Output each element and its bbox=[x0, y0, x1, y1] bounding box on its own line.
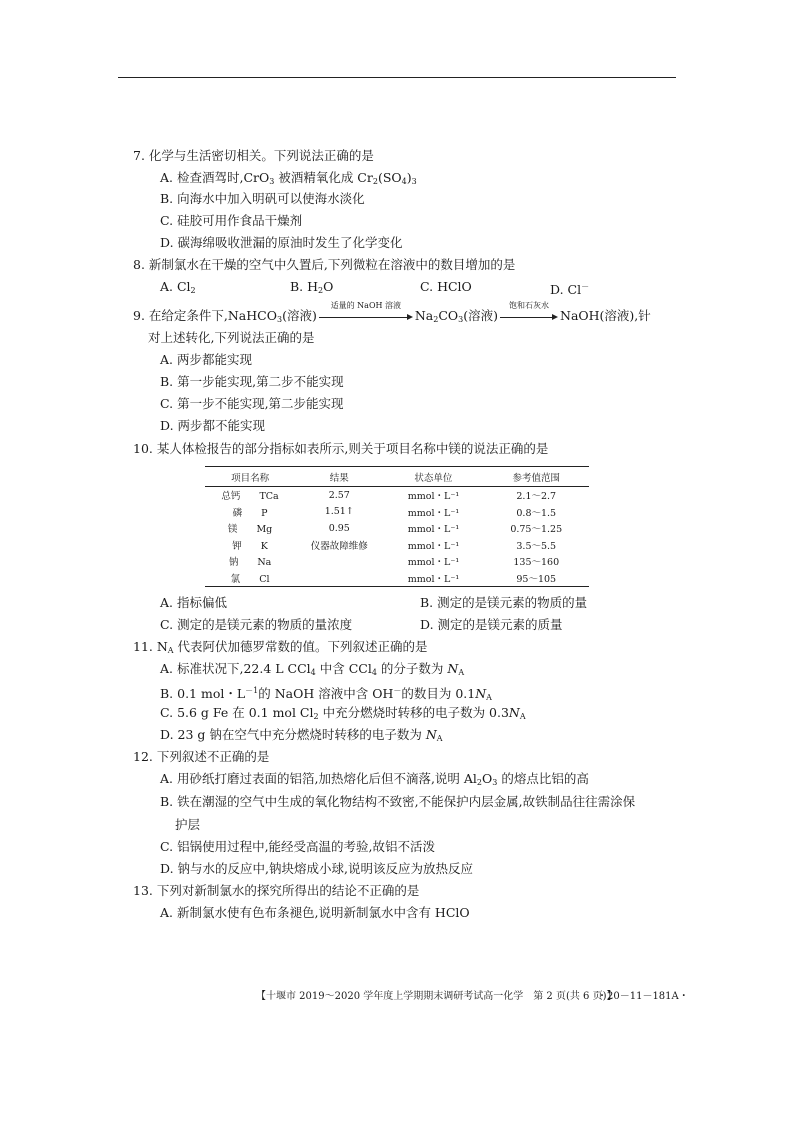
q7-option-d[interactable]: D. 碳海绵吸收泄漏的原油时发生了化学变化 bbox=[160, 235, 403, 250]
item-cell bbox=[205, 504, 295, 521]
range-cell: 0.75～1.25 bbox=[510, 524, 563, 536]
q11-b-text: 的数目为 0.1 bbox=[401, 686, 476, 701]
q7-option-c[interactable]: C. 硅胶可用作食品干燥剂 bbox=[160, 213, 303, 228]
range-cell: 95～105 bbox=[483, 570, 589, 587]
q11-stem bbox=[133, 639, 428, 659]
q9-stem-text: NaOH(溶液),针 bbox=[560, 308, 651, 323]
q11-stem-text: 11. N bbox=[133, 639, 168, 654]
subscript: A bbox=[458, 668, 465, 677]
q13-stem: 13. 下列对新制氯水的探究所得出的结论不正确的是 bbox=[133, 883, 420, 898]
subscript: A bbox=[486, 693, 492, 702]
q7-option-a[interactable] bbox=[160, 170, 417, 190]
superscript: － bbox=[393, 686, 402, 695]
q8-b-text: O bbox=[323, 279, 334, 294]
subscript: 4 bbox=[371, 668, 377, 677]
q9-stem bbox=[133, 300, 651, 328]
unit-cell: mmol・L⁻¹ bbox=[383, 570, 483, 587]
subscript: 3 bbox=[269, 177, 275, 186]
q12-option-b[interactable]: B. 铁在潮湿的空气中生成的氧化物结构不致密,不能保护内层金属,故铁制品往往需涂保 bbox=[160, 794, 636, 809]
q7-a-text: A. 检查酒驾时,CrO bbox=[160, 170, 270, 185]
item-symbol: TCa bbox=[259, 491, 279, 503]
subscript: 2 bbox=[190, 286, 196, 295]
q11-a-text: A. 标准状况下,22.4 L CCl bbox=[160, 661, 311, 676]
subscript: 2 bbox=[313, 712, 319, 721]
item-cell bbox=[205, 520, 295, 537]
q11-a-text: 的分子数为 bbox=[376, 661, 448, 676]
arrow-line bbox=[319, 317, 409, 318]
header-item-name: 项目名称 bbox=[205, 467, 295, 487]
subscript: A bbox=[167, 646, 174, 655]
q9-option-b[interactable]: B. 第一步能实现,第二步不能实现 bbox=[160, 374, 344, 389]
subscript: 4 bbox=[401, 177, 407, 186]
subscript: 2 bbox=[372, 177, 378, 186]
q8-a-text: A. Cl bbox=[160, 279, 191, 294]
table-header-row bbox=[205, 467, 589, 487]
q11-c-text: C. 5.6 g Fe 在 0.1 mol Cl bbox=[160, 705, 314, 720]
q12-option-c[interactable]: C. 铝锅使用过程中,能经受高温的考验,故铝不活泼 bbox=[160, 839, 436, 854]
item-name: 磷 bbox=[232, 507, 243, 519]
subscript: A bbox=[519, 712, 526, 721]
unit-cell: mmol・L⁻¹ bbox=[407, 491, 460, 503]
q10-option-c[interactable]: C. 测定的是镁元素的物质的量浓度 bbox=[160, 617, 353, 632]
result-cell: 2.57 bbox=[328, 489, 350, 501]
q11-option-d[interactable] bbox=[160, 727, 443, 747]
subscript: 3 bbox=[411, 177, 417, 186]
reaction-arrow-1 bbox=[319, 300, 413, 325]
q12-a-text: O bbox=[482, 771, 493, 786]
table-row bbox=[205, 487, 589, 504]
q7-stem: 7. 化学与生活密切相关。下列说法正确的是 bbox=[133, 148, 374, 163]
q9-stem-line2: 对上述转化,下列说法正确的是 bbox=[148, 330, 315, 345]
subscript: A bbox=[436, 734, 443, 743]
q10-stem: 10. 某人体检报告的部分指标如表所示,则关于项目名称中镁的说法正确的是 bbox=[133, 441, 549, 456]
q11-option-c[interactable] bbox=[160, 705, 526, 725]
item-symbol: Cl bbox=[259, 573, 270, 585]
item-cell bbox=[205, 487, 295, 504]
unit-cell: mmol・L⁻¹ bbox=[407, 507, 460, 519]
superscript: －1 bbox=[245, 686, 259, 695]
avogadro-symbol: N bbox=[508, 705, 520, 720]
q9-solution-label: (溶液) bbox=[282, 308, 317, 323]
header-rule bbox=[118, 77, 676, 78]
q7-a-text: (SO bbox=[377, 170, 402, 185]
unit-cell: mmol・L⁻¹ bbox=[407, 557, 460, 569]
q9-option-a[interactable]: A. 两步都能实现 bbox=[160, 352, 252, 367]
subscript: 2 bbox=[433, 315, 439, 324]
lab-report-table bbox=[205, 466, 589, 587]
q9-stem-text: 9. 在给定条件下,NaHCO bbox=[133, 308, 277, 323]
header-result: 结果 bbox=[295, 467, 383, 487]
q9-stem-text: CO bbox=[438, 308, 459, 323]
q8-b-text: B. H bbox=[290, 279, 319, 294]
q12-option-a[interactable] bbox=[160, 771, 589, 791]
avogadro-symbol: N bbox=[425, 727, 437, 742]
subscript: 2 bbox=[476, 778, 483, 787]
q11-b-text: B. 0.1 mol・L bbox=[160, 686, 246, 701]
q8-option-a[interactable] bbox=[160, 279, 196, 299]
header-unit: 状态单位 bbox=[383, 467, 483, 487]
range-cell: 3.5～5.5 bbox=[516, 540, 557, 552]
range-cell: 135～160 bbox=[513, 557, 560, 569]
q8-d-text: D. Cl bbox=[550, 282, 582, 297]
q11-option-b[interactable] bbox=[160, 683, 492, 706]
item-name: 钠 bbox=[228, 557, 239, 569]
q11-a-text: 中含 CCl bbox=[315, 661, 372, 676]
q11-c-text: 中充分燃烧时转移的电子数为 0.3 bbox=[318, 705, 509, 720]
q12-option-d[interactable]: D. 钠与水的反应中,钠块熔成小球,说明该反应为放热反应 bbox=[160, 861, 473, 876]
q11-b-text: 的 NaOH 溶液中含 OH bbox=[258, 686, 394, 701]
table-row bbox=[205, 504, 589, 521]
q9-solution-label: (溶液) bbox=[463, 308, 498, 323]
item-symbol: K bbox=[260, 540, 268, 552]
table-row bbox=[205, 553, 589, 570]
exam-code: ・20－11－181A・ bbox=[597, 991, 689, 1002]
item-symbol: Na bbox=[257, 557, 272, 569]
q10-option-d[interactable]: D. 测定的是镁元素的质量 bbox=[420, 617, 563, 632]
item-name: 钾 bbox=[232, 540, 242, 552]
q9-option-d[interactable]: D. 两步都不能实现 bbox=[160, 418, 266, 433]
superscript: － bbox=[581, 282, 590, 291]
unit-cell: mmol・L⁻¹ bbox=[407, 540, 460, 552]
range-cell: 0.8～1.5 bbox=[516, 507, 557, 519]
item-name: 镁 bbox=[227, 524, 238, 536]
q7-option-b[interactable]: B. 向海水中加入明矾可以使海水淡化 bbox=[160, 191, 365, 206]
subscript: 3 bbox=[458, 315, 464, 324]
q12-a-text: A. 用砂纸打磨过表面的铝箔,加热熔化后但不滴落,说明 Al bbox=[160, 771, 477, 786]
q8-option-b[interactable] bbox=[290, 279, 333, 299]
result-cell bbox=[295, 570, 383, 587]
arrowhead-icon bbox=[407, 314, 413, 320]
item-name: 总钙 bbox=[221, 491, 241, 503]
item-symbol: P bbox=[261, 507, 268, 519]
q11-option-a[interactable] bbox=[160, 661, 464, 681]
arrowhead-icon bbox=[552, 314, 558, 320]
result-cell: 0.95 bbox=[328, 522, 350, 534]
subscript: 2 bbox=[318, 286, 324, 295]
table-row bbox=[205, 537, 589, 554]
q11-stem-text: 代表阿伏加德罗常数的值。下列叙述正确的是 bbox=[173, 639, 428, 654]
unit-cell: mmol・L⁻¹ bbox=[407, 524, 460, 536]
q10-option-a[interactable]: A. 指标偏低 bbox=[160, 595, 227, 610]
result-cell: 仪器故障维修 bbox=[310, 540, 368, 552]
q8-option-d[interactable] bbox=[550, 279, 589, 298]
subscript: 3 bbox=[492, 778, 498, 787]
avogadro-symbol: N bbox=[447, 661, 459, 676]
header-reference-range: 参考值范围 bbox=[483, 467, 589, 487]
reaction-arrow-2 bbox=[500, 300, 558, 325]
arrow-condition-label: 适量的 NaOH 溶液 bbox=[330, 300, 402, 310]
item-symbol: Mg bbox=[256, 524, 273, 536]
q12-a-text: 的熔点比铝的高 bbox=[497, 771, 589, 786]
result-cell bbox=[295, 553, 383, 570]
arrow-condition-label: 饱和石灰水 bbox=[509, 300, 549, 310]
q8-stem: 8. 新制氯水在干燥的空气中久置后,下列微粒在溶液中的数目增加的是 bbox=[133, 257, 516, 272]
q12-option-b-line2: 护层 bbox=[175, 817, 201, 832]
q10-option-b[interactable]: B. 测定的是镁元素的物质的量 bbox=[420, 595, 588, 610]
q7-a-text: 被酒精氧化成 Cr bbox=[274, 170, 373, 185]
item-cell bbox=[205, 537, 295, 554]
range-cell: 2.1～2.7 bbox=[516, 491, 557, 503]
item-cell bbox=[205, 553, 295, 570]
item-name: 氯 bbox=[230, 573, 241, 585]
q8-option-c[interactable]: C. HClO bbox=[420, 279, 472, 294]
avogadro-symbol: N bbox=[475, 686, 487, 701]
q12-stem: 12. 下列叙述不正确的是 bbox=[133, 749, 270, 764]
subscript: 4 bbox=[310, 668, 316, 677]
table-row bbox=[205, 570, 589, 587]
table-row bbox=[205, 520, 589, 537]
q9-option-c[interactable]: C. 第一步不能实现,第二步能实现 bbox=[160, 396, 344, 411]
q13-option-a[interactable]: A. 新制氯水使有色布条褪色,说明新制氯水中含有 HClO bbox=[160, 905, 470, 920]
subscript: 3 bbox=[276, 315, 283, 324]
page-footer: 【十堰市 2019～2020 学年度上学期期末调研考试高一化学 第 2 页(共 6 页)】 bbox=[256, 991, 617, 1002]
q7-a-text: ) bbox=[406, 170, 412, 185]
item-cell bbox=[205, 570, 295, 587]
result-cell: 1.51↑ bbox=[324, 506, 354, 518]
arrow-line bbox=[500, 317, 554, 318]
q11-d-text: D. 23 g 钠在空气中充分燃烧时转移的电子数为 bbox=[160, 727, 426, 742]
q9-stem-text: Na bbox=[414, 308, 434, 323]
